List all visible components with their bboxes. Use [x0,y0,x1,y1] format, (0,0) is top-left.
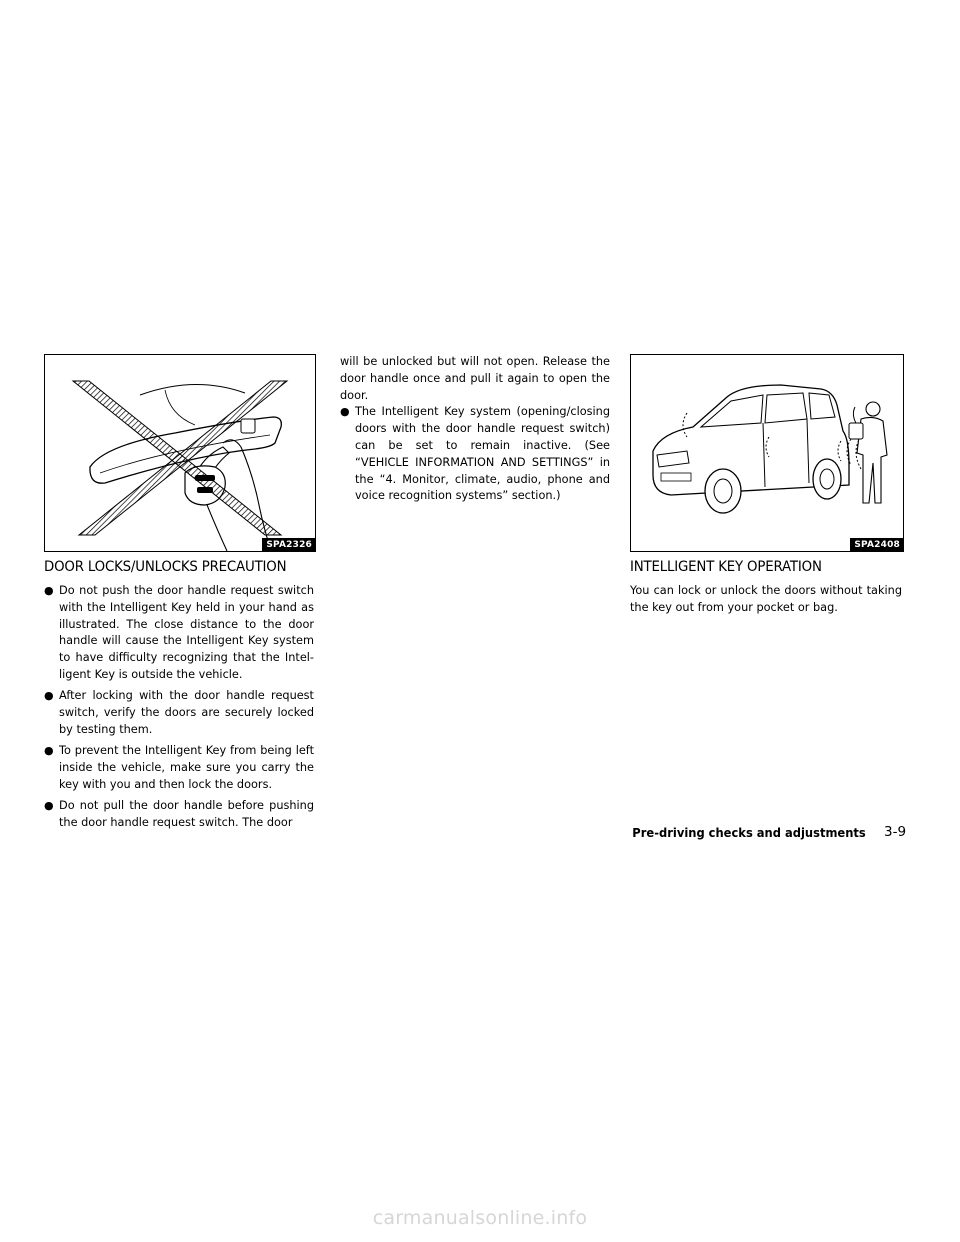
bullet-icon: ● [44,799,54,813]
door-handle-illustration [45,355,315,551]
continued-text: will be unlocked but will not open. Release the door handle once and pull it again to open the door. [340,355,610,402]
watermark-text: carmanualsonline.info [372,1207,588,1229]
figure-door-handle-crossed [44,354,316,552]
list-item [44,743,314,793]
bullet-text: The Intelligent Key system (opening/closing doors with the door handle request switch) can be set to remain inactive. (See “VEHICLE INFORMATION AND SETTINGS” in the “4. Monitor, climate, audio, phone and voice recognition systems” section.) [355,405,610,503]
section-title: Pre-driving checks and adjustments [632,825,866,840]
car-and-person-illustration [631,355,903,551]
bullet-icon: ● [44,744,54,758]
list-item [44,583,314,684]
bullet-text: To prevent the Intelligent Key from being left inside the vehicle, make sure you carry the key with you and then lock the doors. [59,744,314,791]
bullet-text: Do not pull the door handle before pushing the door handle request switch. The door [59,799,314,829]
intelligent-key-body [630,583,902,617]
bullet-text: Do not push the door handle request switch with the Intelligent Key held in your hand as illustrated. The close distance to the door handle will cause the Intelligent Key system to have difficulty recognizing that the Intel-ligent Key is outside the vehicle. [59,584,314,681]
door-locks-bullets [44,583,314,836]
bullet-icon: ● [340,405,350,419]
list-item [44,798,314,832]
intelligent-key-heading: INTELLIGENT KEY OPERATION [630,559,822,575]
door-locks-heading: DOOR LOCKS/UNLOCKS PRECAUTION [44,559,287,575]
door-locks-continued [340,354,610,510]
bullet-text: After locking with the door handle request switch, verify the doors are securely locked by testing them. [59,689,314,736]
figure-code-left: SPA2326 [262,538,315,551]
page-number: 3-9 [884,824,907,840]
intelligent-key-text: You can lock or unlock the doors without taking the key out from your pocket or bag. [630,584,902,614]
figure-intelligent-key-car [630,354,904,552]
bullet-icon: ● [44,689,54,703]
bullet-icon: ● [44,584,54,597]
list-item [44,688,314,738]
figure-code-right: SPA2408 [850,538,903,551]
list-item [340,404,610,505]
